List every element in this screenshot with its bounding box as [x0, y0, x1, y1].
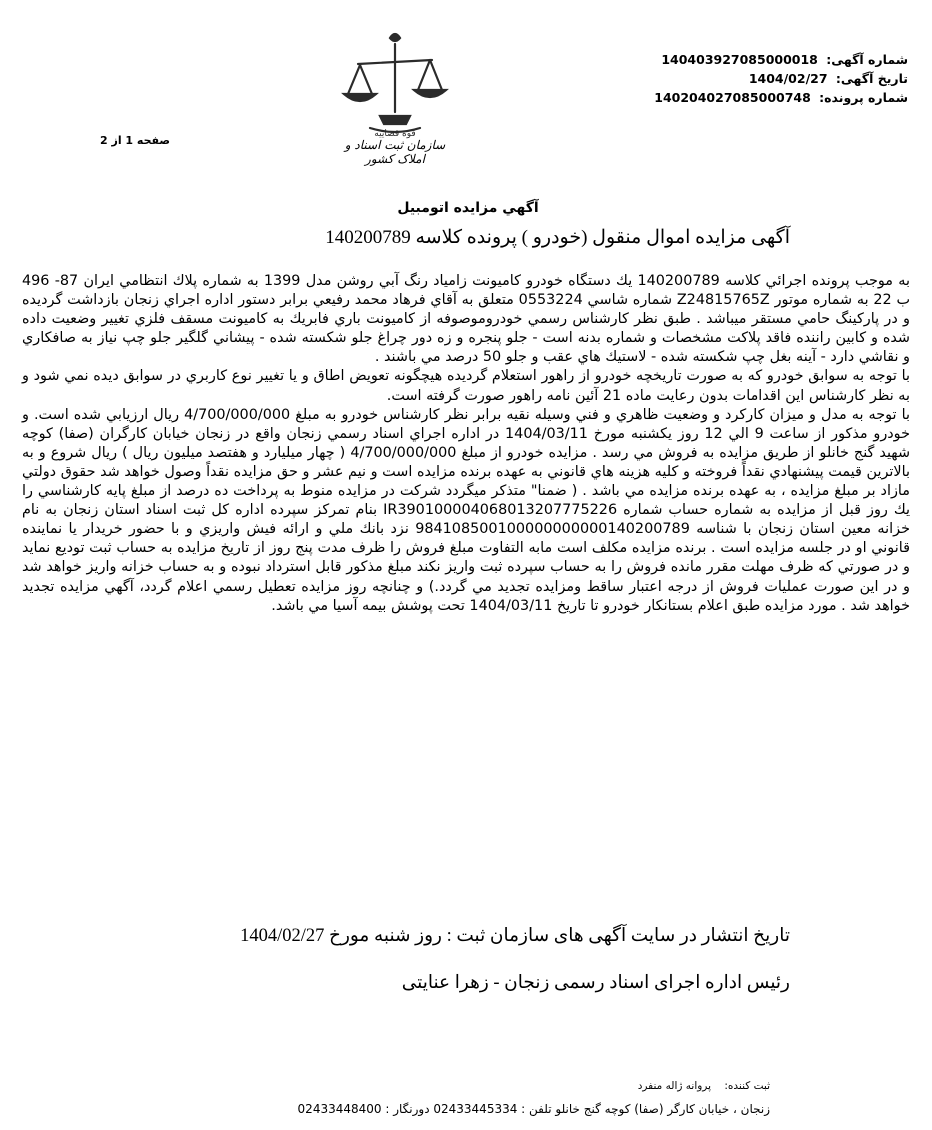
file-number-row: [608, 88, 908, 107]
paragraph-vehicle-description: به موجب پرونده اجرائي كلاسه 140200789 يك دستگاه خودرو كاميونت زامياد رنگ آبي روشن مدل 1399 به شماره پلاك انتظامي ايران 87- 496 ب 22 به شماره موتور Z24815765Z شماره شاسي 0553224 متعلق به آقاي فرهاد محمد رفيعي برابر دستور اداره اجراي زنجان بازداشت گرديده و در پاركينگ حامي مستقر ميباشد . طبق نظر كارشناس رسمي خودروموصوفه از كاميونت باري فابريك به كاميونت مسقف فلزي تغيير وضعيت داده شده و كابين راننده فاقد پلاكت مشخصات و شماره بدنه است - جلو پنجره و زه دور چراغ جلو شكسته شده - پيشاني گلگير جلو چپ نياز به صافكاري و نقاشي دارد - آينه بغل چپ شكسته شده - لاستيك هاي عقب و جلو 50 درصد مي باشند .: [22, 273, 911, 366]
ad-number-label: شماره آگهی:: [826, 52, 908, 67]
svg-text:قوه قضاييه: قوه قضاييه: [374, 129, 416, 139]
page-indicator: صفحه 1 از 2: [100, 134, 171, 147]
registrar-label: ثبت کننده:: [724, 1080, 770, 1092]
publish-date-line: تاریخ انتشار در سایت آگهی های سازمان ثبت : روز شنبه مورخ 1404/02/27: [240, 926, 790, 946]
document-subtitle: آگهی مزایده اموال منقول (خودرو ) پرونده کلاسه 140200789: [325, 227, 790, 248]
ad-number-value: 140403927085000018: [661, 52, 818, 67]
registrar-name: پروانه ژاله منفرد: [637, 1080, 712, 1092]
footer-address: زنجان ، خیابان کارگر (صفا) کوچه گنج خانلو تلفن : 02433445334 دورنگار : 02433448400: [297, 1102, 770, 1116]
auction-body: [22, 272, 910, 616]
judiciary-registry-logo: [330, 20, 460, 168]
footer-registrar: [410, 1080, 770, 1092]
ad-number-row: [608, 50, 908, 69]
file-number-value: 140204027085000748: [654, 90, 811, 105]
file-number-label: شماره پرونده:: [819, 90, 908, 105]
registry-organization-name: سازمان ثبت اسناد و املاک کشور: [344, 138, 446, 166]
paragraph-auction-terms: با توجه به مدل و ميزان كاركرد و وضعيت ظاهري و فني وسيله نقيه برابر نظر كارشناس خودرو به مبلغ 4/700/000/000 ريال ارزيابي شده است. و خودرو مذكور از ساعت 9 الي 12 روز يكشنبه مورخ 1404/03/11 در اداره اجراي اسناد رسمي زنجان واقع در زنجان خيابان كارگران (صفا) كوچه شهيد گنج خانلو از طريق مزايده به فروش مي رسد . مزايده خودرو از مبلغ 4/700/000/000 ( چهار ميليارد و هفتصد ميليون ريال ) ريال شروع و به بالاترين قيمت پيشنهادي نقداً فروخته و كليه هزينه هاي قانوني به عهده برنده مزايده است و نيم عشر و حق مزايده نقداً وصول خواهد شد حقوق دولتي مازاد بر مبلغ مزايده ، به عهده برنده مزايده مي باشد . ( ضمنا" متذكر ميگردد شركت در مزايده منوط به پرداخت ده درصد از مبلغ پايه كارشناسي را يك روز قبل از مزايده به شماره حساب شماره IR390100004068013207775226 بنام تمركز سپرده اداره كل ثبت اسناد استان زنجان به نام خزانه معين استان زنجان با شناسه 984108500100000000000140200789 نزد بانك ملي و ارائه فيش واريزي و با حضور خريدار يا نماينده قانوني او در جلسه مزايده است . برنده مزايده مكلف است مابه التفاوت مبلغ فروش را ظرف مدت پنج روز از تاريخ مزايده به حساب ثبت توديع نمايد و در صورتي كه ظرف مهلت مقرر مانده فروش را به حساب سپرده ثبت واريز نكند مبلغ مذكور قابل استرداد نبوده و به حساب خزانه واريز خواهد شد و در اين صورت عمليات فروش از درجه اعتبار ساقط ومزايده تجديد مي گردد.) و چنانچه روز مزايده تعطيل رسمي اعلام گردد، آگهي مزايده تجديد خواهد شد . مورد مزايده طبق اعلام بستانكار خودرو تا تاريخ 1404/03/11 تحت پوشش بيمه آسيا مي باشد.: [22, 406, 911, 614]
document-title: آگهي مزايده اتومبيل: [397, 200, 539, 216]
ad-meta-block: [608, 50, 908, 107]
signature-line: رئیس اداره اجرای اسناد رسمی زنجان - زهرا عنایتی: [401, 973, 790, 993]
paragraph-vehicle-history: با توجه به سوابق خودرو كه به صورت تاريخچه خودرو از راهور استعلام گرديده هيچگونه تعويض اطاق و يا تغيير نوع كاربري در سوابق ديده نمي شود و به نظر كارشناس اين اقدامات بدون رعايت ماده 21 آئين نامه راهور صورت گرفته است.: [22, 368, 910, 404]
ad-date-row: [608, 69, 908, 88]
ad-date-value: 1404/02/27: [748, 71, 828, 86]
ad-date-label: تاریخ آگهی:: [835, 71, 908, 86]
